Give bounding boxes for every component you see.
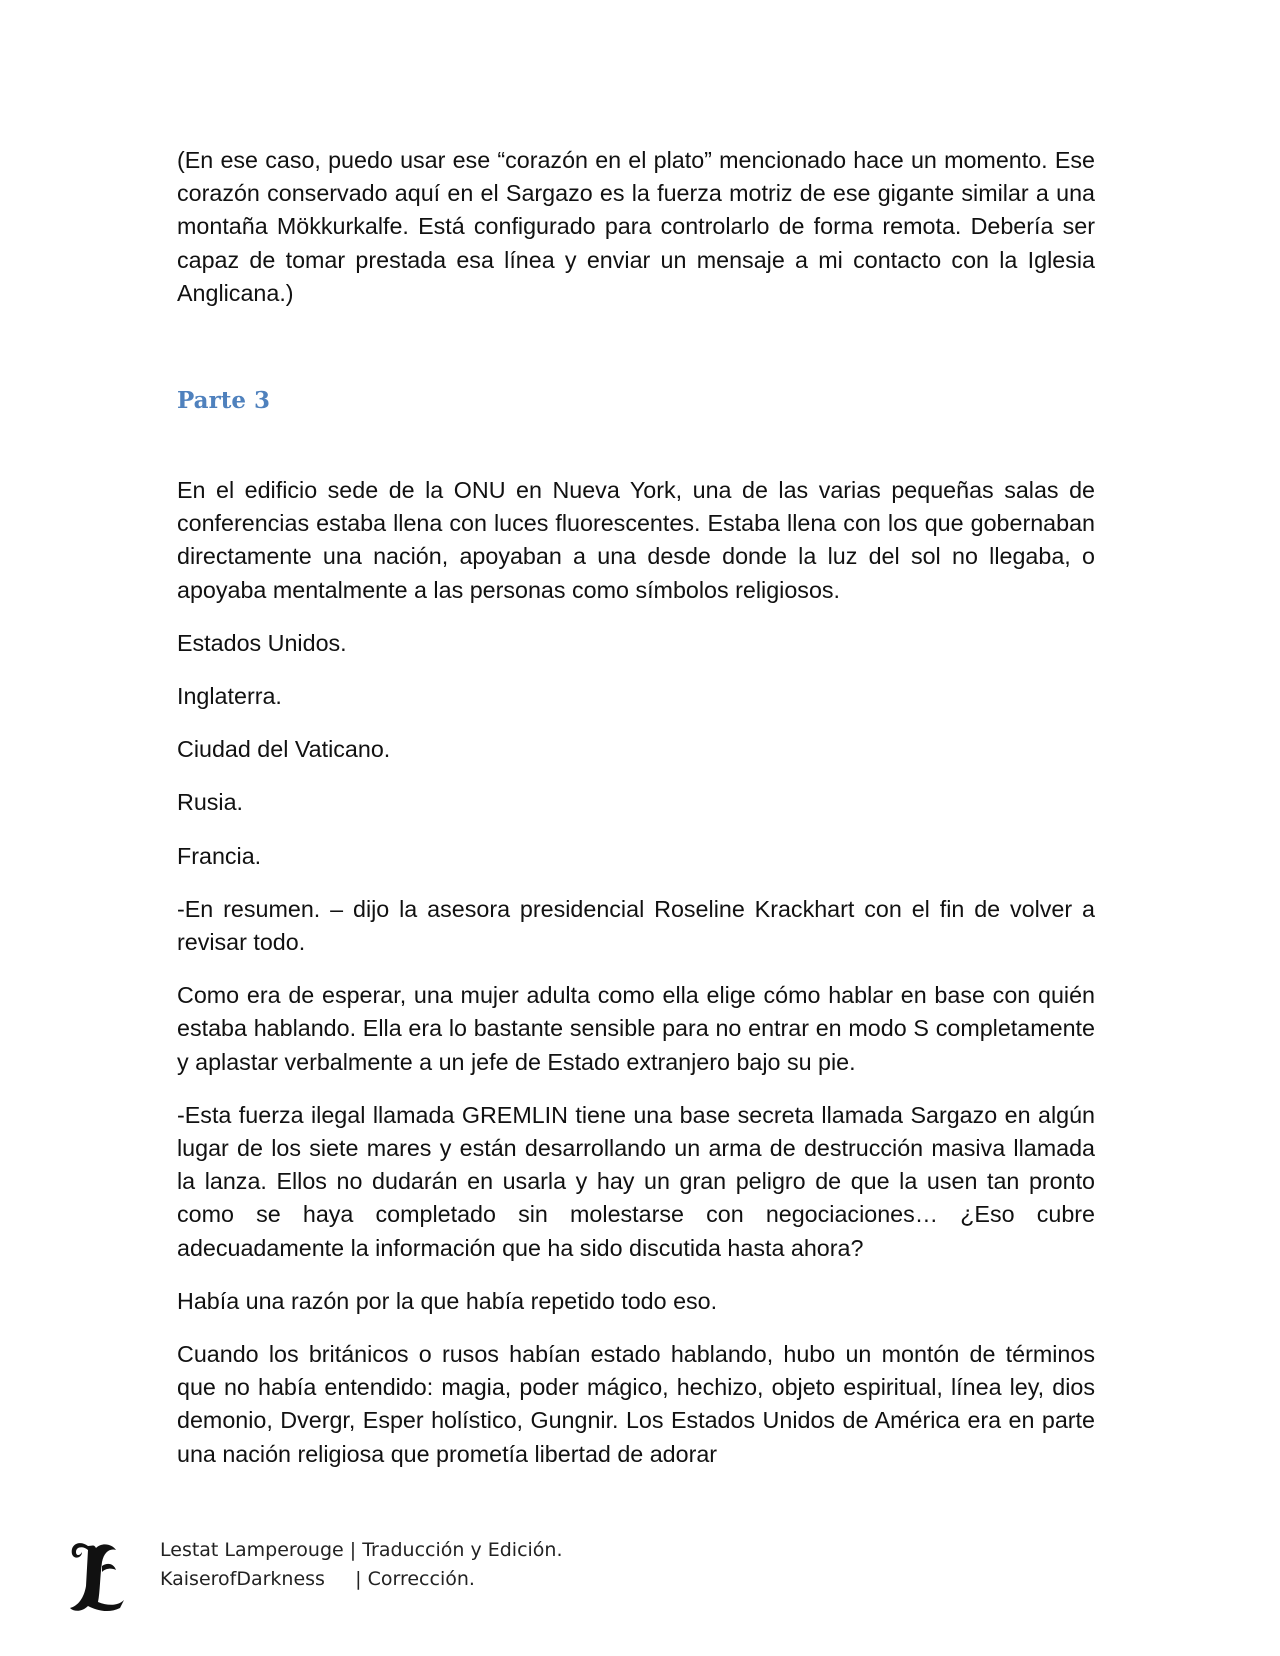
paragraph-country-usa: Estados Unidos.	[177, 629, 347, 656]
paragraph-country-france: Francia.	[177, 842, 262, 869]
paragraph-country-england: Inglaterra.	[177, 683, 282, 710]
page-body	[177, 144, 1095, 1491]
paragraph-country-vatican: Ciudad del Vaticano.	[177, 736, 391, 763]
gothic-letter-l-icon	[66, 1536, 128, 1616]
paragraph-country-russia: Rusia.	[177, 789, 244, 816]
paragraph-summary-dialogue: -En resumen. – dijo la asesora presidencial Roseline Krackhart con el fin de volver a revisar todo.	[177, 895, 1095, 956]
footer-credits	[160, 1536, 563, 1594]
paragraph-reason: Había una razón por la que había repetido todo eso.	[177, 1287, 718, 1314]
paragraph-intro: (En ese caso, puedo usar ese “corazón en el plato” mencionado hace un momento. Ese corazón conservado aquí en el Sargazo es la fuerza motriz de ese gigante similar a una montaña Mökkurkalfe. Está configurado para controlarlo de forma remota. Debería ser capaz de tomar prestada esa línea y enviar un mensaje a mi contacto con la Iglesia Anglicana.)	[177, 147, 1095, 306]
page-footer	[66, 1536, 766, 1616]
paragraph-un-building: En el edificio sede de la ONU en Nueva York, una de las varias pequeñas salas de conferencias estaba llena con luces fluorescentes. Estaba llena con los que gobernaban directamente una nación, apoyaban a una desde donde la luz del sol no llegaba, o apoyaba mentalmente a las personas como símbolos religiosos.	[177, 477, 1095, 603]
section-heading: Parte 3	[177, 387, 270, 415]
paragraph-gremlin: -Esta fuerza ilegal llamada GREMLIN tiene una base secreta llamada Sargazo en algún lugar de los siete mares y están desarrollando un arma de destrucción masiva llamada la lanza. Ellos no dudarán en usarla y hay un gran peligro de que la usen tan pronto como se haya completado sin molestarse con negociaciones… ¿Eso cubre adecuadamente la información que ha sido discutida hasta ahora?	[177, 1101, 1095, 1261]
footer-credit-translation: Lestat Lamperouge | Traducción y Edición.	[160, 1539, 563, 1561]
footer-credit-correction: KaiserofDarkness | Corrección.	[160, 1568, 475, 1590]
paragraph-terms: Cuando los británicos o rusos habían estado hablando, hubo un montón de términos que no había entendido: magia, poder mágico, hechizo, objeto espiritual, línea ley, dios demonio, Dvergr, Esper holístico, Gungnir. Los Estados Unidos de América era en parte una nación religiosa que prometía libertad de adorar	[177, 1341, 1095, 1467]
paragraph-adult-woman: Como era de esperar, una mujer adulta como ella elige cómo hablar en base con quién estaba hablando. Ella era lo bastante sensible para no entrar en modo S completamente y aplastar verbalmente a un jefe de Estado extranjero bajo su pie.	[177, 982, 1095, 1075]
